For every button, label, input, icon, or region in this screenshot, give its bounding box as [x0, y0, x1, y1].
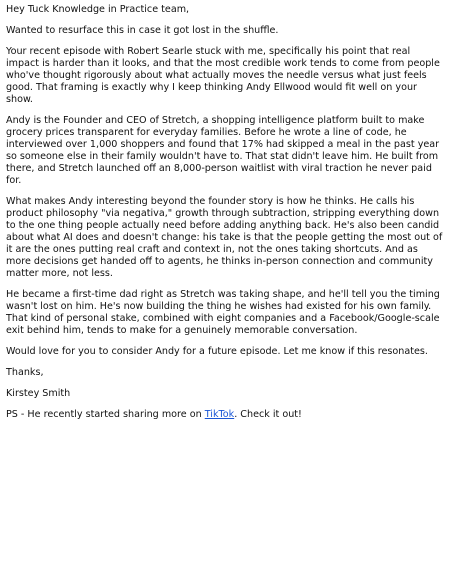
email-paragraph-episode: Your recent episode with Robert Searle stuck with me, specifically his point that real impact is harder than it looks, and that the most credible work tends to come from people who've thought rigorously about what actually moves the needle versus what just feels good. That framing is exactly why I keep thinking Andy Ellwood would fit well on your show.	[6, 46, 440, 105]
email-postscript	[6, 409, 444, 421]
ps-prefix-text: PS - He recently started sharing more on	[6, 409, 205, 420]
ps-suffix-text: . Check it out!	[234, 409, 302, 420]
email-signoff: Thanks,	[6, 367, 44, 378]
email-paragraph-founder: Andy is the Founder and CEO of Stretch, a shopping intelligence platform built to make grocery prices transparent for everyday families. Before he wrote a line of code, he interviewed over 1,000 shoppers and found that 17% had skipped a meal in the past year so someone else in their family wouldn't have to. That stat didn't leave him. He built from there, and Stretch launched off an 8,000-person waitlist with viral traction he never paid for.	[6, 115, 440, 186]
email-paragraph-dad: He became a first-time dad right as Stretch was taking shape, and he'll tell you the timing wasn't lost on him. He's now building the thing he wishes had existed for his own family. That kind of personal stake, combined with eight companies and a Facebook/Google-scale exit behind him, tends to make for a genuinely memorable conversation.	[6, 289, 440, 336]
tiktok-link[interactable]: TikTok	[204, 409, 235, 420]
email-paragraph-ask: Would love for you to consider Andy for a future episode. Let me know if this resonates.	[6, 346, 428, 357]
email-paragraph-resurface: Wanted to resurface this in case it got lost in the shuffle.	[6, 25, 279, 36]
email-greeting: Hey Tuck Knowledge in Practice team,	[6, 4, 190, 15]
email-paragraph-philosophy: What makes Andy interesting beyond the founder story is how he thinks. He calls his product philosophy "via negativa," growth through subtraction, stripping everything down to the one thing people actually need before adding anything back. He's also been candid about what AI does and doesn't change: his take is that the people getting the most out of it are the ones putting real craft and context in, not the ones taking shortcuts. And as more decisions get handed off to agents, he thinks in-person connection and community matter more, not less.	[6, 196, 443, 279]
email-signature: Kirstey Smith	[6, 388, 71, 399]
